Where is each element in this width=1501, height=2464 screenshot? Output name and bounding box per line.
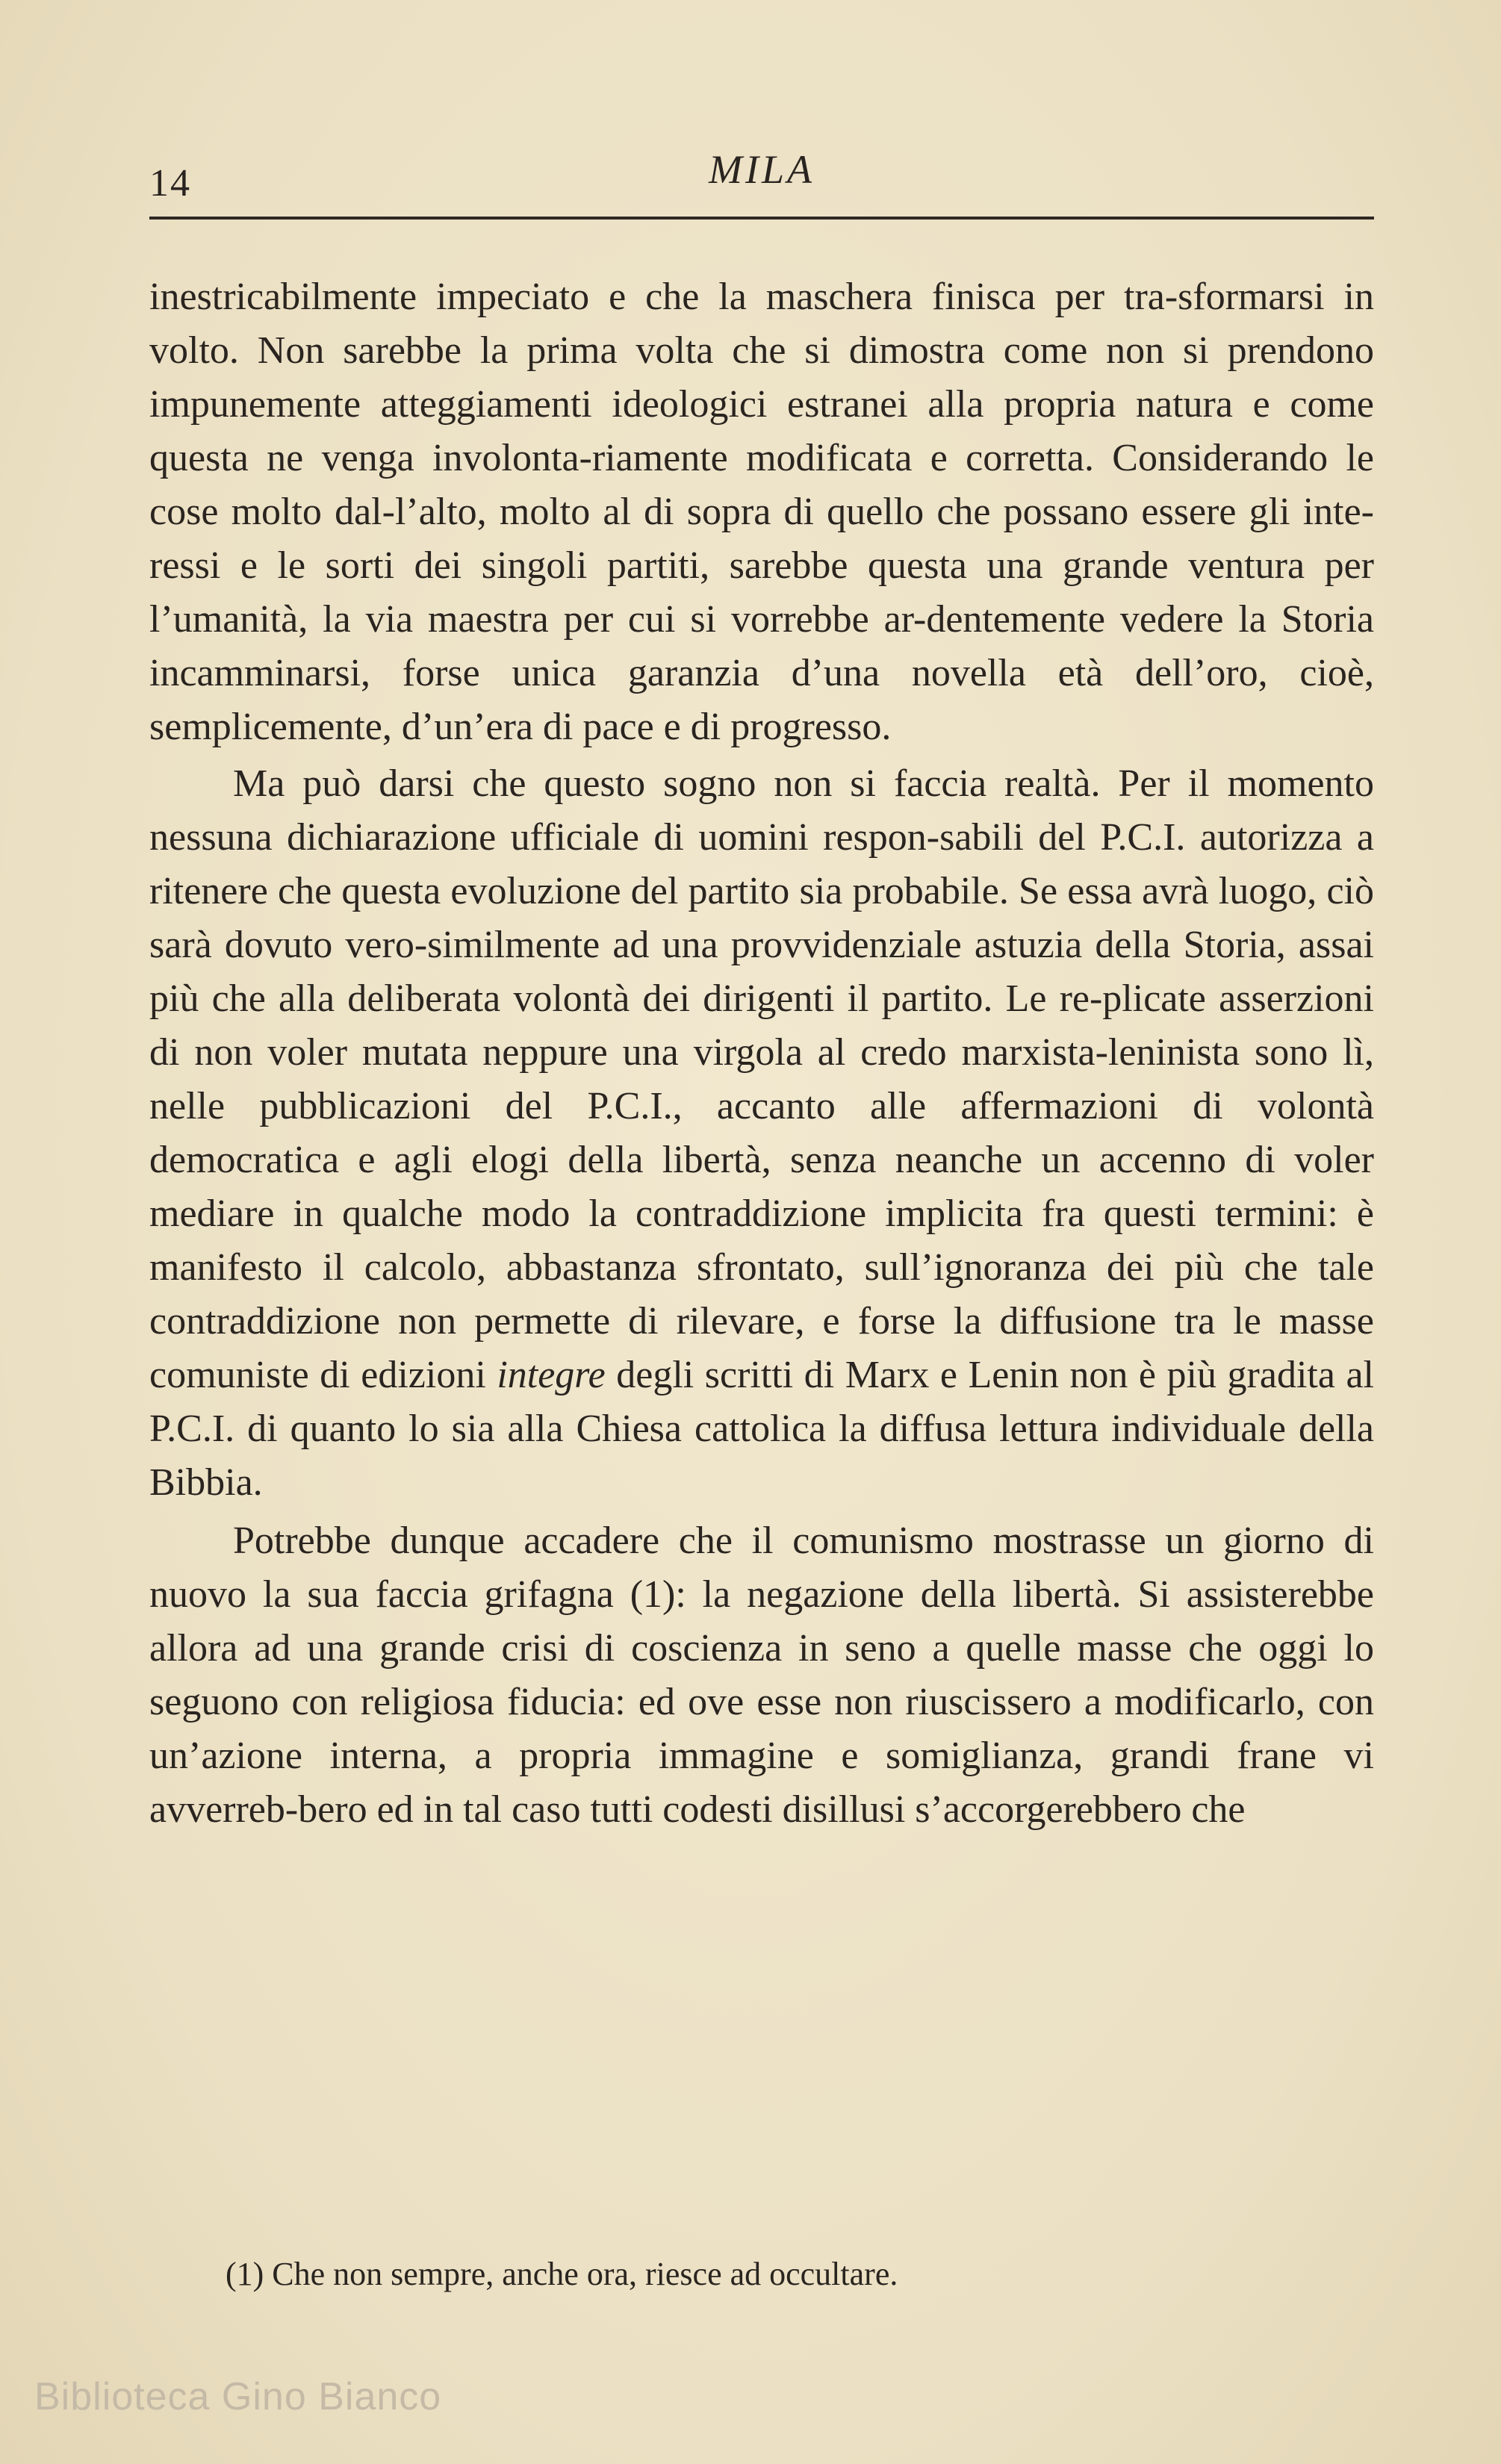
footnote: (1) Che non sempre, anche ora, riesce ad occultare. xyxy=(226,2256,898,2292)
page-number: 14 xyxy=(149,162,191,205)
page-header xyxy=(149,146,1374,214)
italic-word: integre xyxy=(497,1354,606,1396)
library-watermark: Biblioteca Gino Bianco xyxy=(34,2375,442,2418)
running-head: MILA xyxy=(709,147,815,192)
paragraph-2 xyxy=(149,757,1374,1510)
paragraph-1: inestricabilmente impeciato e che la maschera finisca per tra-sformarsi in volto. Non sarebbe la prima volta che si dimostra come non si prendono impunemente atteggiamenti ideologici estranei alla propria natura e come questa ne venga involonta-riamente modificata e corretta. Considerando le cose molto dal-l’alto, molto al di sopra di quello che possano essere gli inte-ressi e le sorti dei singoli partiti, sarebbe questa una grande ventura per l’umanità, la via maestra per cui si vorrebbe ar-dentemente vedere la Storia incamminarsi, forse unica garanzia d’una novella età dell’oro, cioè, semplicemente, d’un’era di pace e di progresso. xyxy=(149,276,1374,748)
header-rule xyxy=(149,217,1374,220)
paragraph-2-part-1: Ma può darsi che questo sogno non si faccia realtà. Per il momento nessuna dichiarazione ufficiale di uomini respon-sabili del P.C.I. autorizza a ritenere che questa evoluzione del partito sia probabile. Se essa avrà luogo, ciò sarà dovuto vero-similmente ad una provvidenziale astuzia della Storia, assai più che alla deliberata volontà dei dirigenti il partito. Le re-plicate asserzioni di non voler mutata neppure una virgola al credo marxista-leninista sono lì, nelle pubblicazioni del P.C.I., accanto alle affermazioni di volontà democratica e agli elogi della libertà, senza neanche un accenno di voler mediare in qualche modo la contraddizione implicita fra questi termini: è manifesto il calcolo, abbastanza sfrontato, sull’ignoranza dei più che tale contraddizione non permette di rilevare, e forse la diffusione tra le masse comuniste di edizioni xyxy=(149,762,1374,1396)
body-text xyxy=(149,270,1374,1837)
paragraph-3: Potrebbe dunque accadere che il comunismo mostrasse un giorno di nuovo la sua faccia grifagna (1): la negazione della libertà. Si assisterebbe allora ad una grande crisi di coscienza in seno a quelle masse che oggi lo seguono con religiosa fiducia: ed ove esse non riuscissero a modificarlo, con un’azione interna, a propria immagine e somiglianza, grandi frane vi avverreb-bero ed in tal caso tutti codesti disillusi s’accorgerebbero che xyxy=(149,1519,1374,1831)
paragraph-2-part-2: degli scritti di Marx e Lenin non è più gradita al P.C.I. di quanto lo sia alla Chiesa cattolica la diffusa lettura individuale della Bibbia. xyxy=(149,1354,1374,1504)
